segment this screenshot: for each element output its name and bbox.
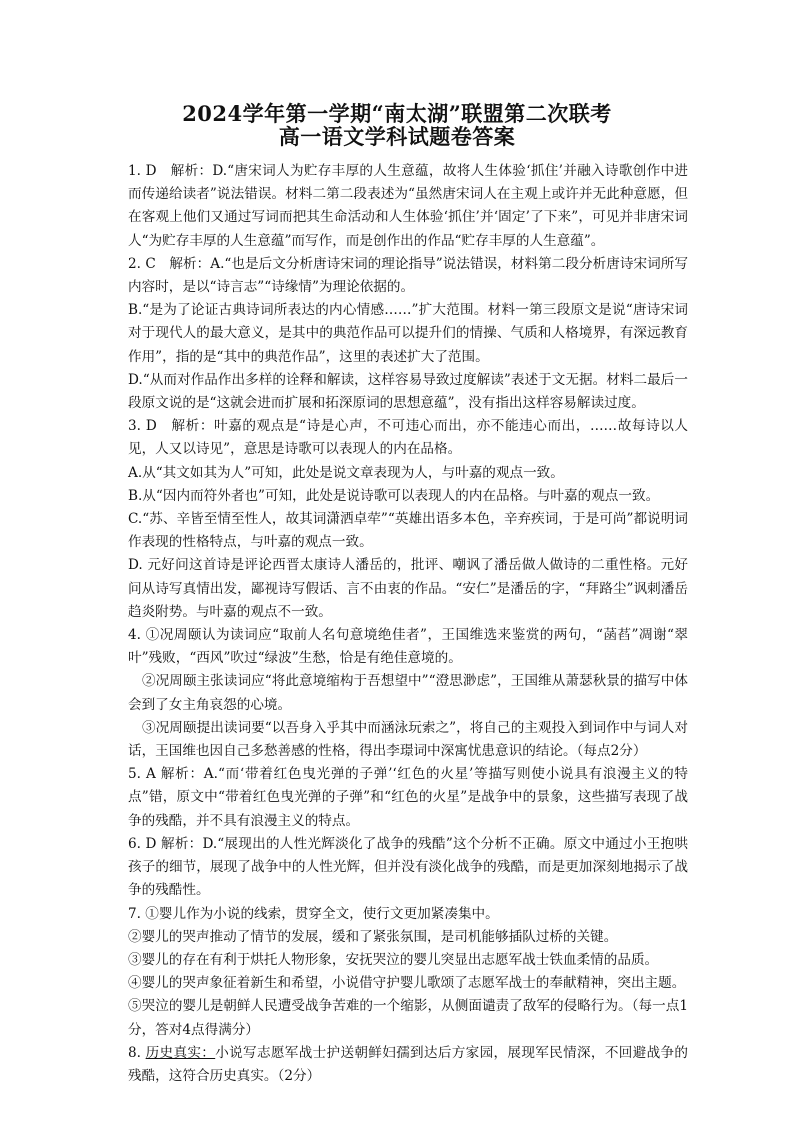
answer-q7-point-5: ⑤哭泣的婴儿是朝鲜人民遭受战争苦难的一个缩影，从侧面谴责了敌军的侵略行为。（每一点1分，答对4点得满分） — [128, 998, 688, 1038]
page-subtitle: 高一语文学科试题卷答案 — [278, 124, 516, 149]
answer-q3: 3. D 解析：叶嘉的观点是“诗是心声，不可违心而出，亦不能违心而出，……故每诗以人见，人又以诗见”，意思是诗歌可以表现人的内在品格。 — [128, 418, 688, 458]
answer-q7-point-3: ③婴儿的存在有利于烘托人物形象，安抚哭泣的婴儿突显出志愿军战士铁血柔情的品质。 — [128, 951, 659, 968]
answer-q3-option-b: B.从“因内而符外者也”可知，此处是说诗歌可以表现人的内在品格。与叶嘉的观点一致。 — [128, 487, 660, 504]
answer-q4-point-3: ③况周颐提出读词要“以吾身入乎其中而涵泳玩索之”，将自己的主观投入到词作中与词人对话，王国维也因自己多愁善感的性格，得出李璟词中深寓忧患意识的结论。（每点2分） — [128, 719, 688, 760]
answer-q1: 1. D 解析：D.“唐宋词人为贮存丰厚的人生意蕴，故将人生体验‘抓住’并融入诗歌创作中进而传递给读者”说法错误。材料二第二段表述为“虽然唐宋词人在主观上或许并无此种意愿，但在客观上他们又通过写词而把其生命活动和人生体验‘抓住’并‘固定’了下来”，可见并非唐宋词人“为贮存丰厚的人生意蕴”而写作，而是创作出的作品“贮存丰厚的人生意蕴”。 — [128, 163, 688, 249]
answer-body — [128, 160, 688, 1088]
answer-q7-point-2: ②婴儿的哭声推动了情节的发展，缓和了紧张氛围，是司机能够插队过桥的关键。 — [128, 928, 618, 945]
answer-q8-label: 历史真实： — [145, 1044, 216, 1061]
answer-q2-option-b: B.“是为了论证古典诗词所表达的内心情感……”扩大范围。材料一第三段原文是说“唐诗宋词对于现代人的最大意义，是其中的典范作品可以提升们的情操、气质和人格境界，有深远教育作用”，指的是“其中的典范作品”，这里的表述扩大了范围。 — [128, 302, 688, 365]
answer-q4-point-2: ②况周颐主张读词应“将此意境缩构于吾想望中”“澄思渺虑”，王国维从萧瑟秋景的描写中体会到了女主角哀怨的心境。 — [128, 673, 688, 713]
page-title: 2024学年第一学期“南太湖”联盟第二次联考 — [182, 101, 612, 126]
answer-q8: 8. 历史真实：小说写志愿军战士护送朝鲜妇孺到达后方家园，展现军民情深，不回避战争的残酷，这符合历史真实。（2分） — [128, 1044, 689, 1084]
answer-q3-option-c: C.“苏、辛皆至情至性人，故其词潇洒卓荦”“英雄出语多本色，辛弃疾词，于是可尚”都说明词作表现的性格特点，与叶嘉的观点一致。 — [128, 511, 688, 551]
answer-q3-option-d: D. 元好问这首诗是评论西晋太康诗人潘岳的，批评、嘲讽了潘岳做人做诗的二重性格。元好问从诗写真情出发，鄙视诗写假话、言不由衷的作品。“安仁”是潘岳的字，“拜路尘”讽刺潘岳趋炎附势。与叶嘉的观点不一致。 — [128, 557, 688, 620]
answer-q4-point-1: 4. ①况周颐认为读词应“取前人名句意境绝佳者”，王国维选来鉴赏的两句，“菡萏”凋谢“翠叶”残败，“西风”吹过“绿波”生愁，恰是有绝佳意境的。 — [128, 627, 688, 667]
answer-q6: 6. D 解析：D.“展现出的人性光辉淡化了战争的残酷”这个分析不正确。原文中通过小王抱哄孩子的细节，展现了战争中的人性光辉，但并没有淡化战争的残酷，而是更加深刻地揭示了战争的残酷性。 — [128, 835, 688, 899]
answer-q7-point-1: 7. ①婴儿作为小说的线索，贯穿全文，使行文更加紧凑集中。 — [128, 905, 499, 922]
answer-q2-option-d: D.“从而对作品作出多样的诠释和解读，这样容易导致过度解读”表述于文无据。材料二最后一段原文说的是“这就会进而扩展和拓深原词的思想意蕴”，没有指出这样容易解读过度。 — [128, 371, 688, 412]
answer-q8-text: 小说写志愿军战士护送朝鲜妇孺到达后方家园，展现军民情深，不回避战争的残酷，这符合历史真实。（2分） — [128, 1044, 689, 1084]
answer-q5: 5. A 解析：A.“而‘带着红色曳光弹的子弹’‘红色的火星’等描写则使小说具有浪漫主义的特点”错，原文中“带着红色曳光弹的子弹”和“红色的火星”是战争中的景象，这些描写表现了战争的残酷，并不具有浪漫主义的特点。 — [128, 766, 688, 829]
answer-q3-option-a: A.从“其文如其为人”可知，此处是说文章表现为人，与叶嘉的观点一致。 — [128, 464, 564, 481]
answer-q2: 2. C 解析：A.“也是后文分析唐诗宋词的理论指导”说法错误，材料第二段分析唐诗宋词所写内容时，是以“诗言志”“诗缘情”为理论依据的。 — [128, 255, 688, 296]
answer-q7-point-4: ④婴儿的哭声象征着新生和希望，小说借守护婴儿歌颂了志愿军战士的奉献精神，突出主题。 — [128, 975, 686, 992]
